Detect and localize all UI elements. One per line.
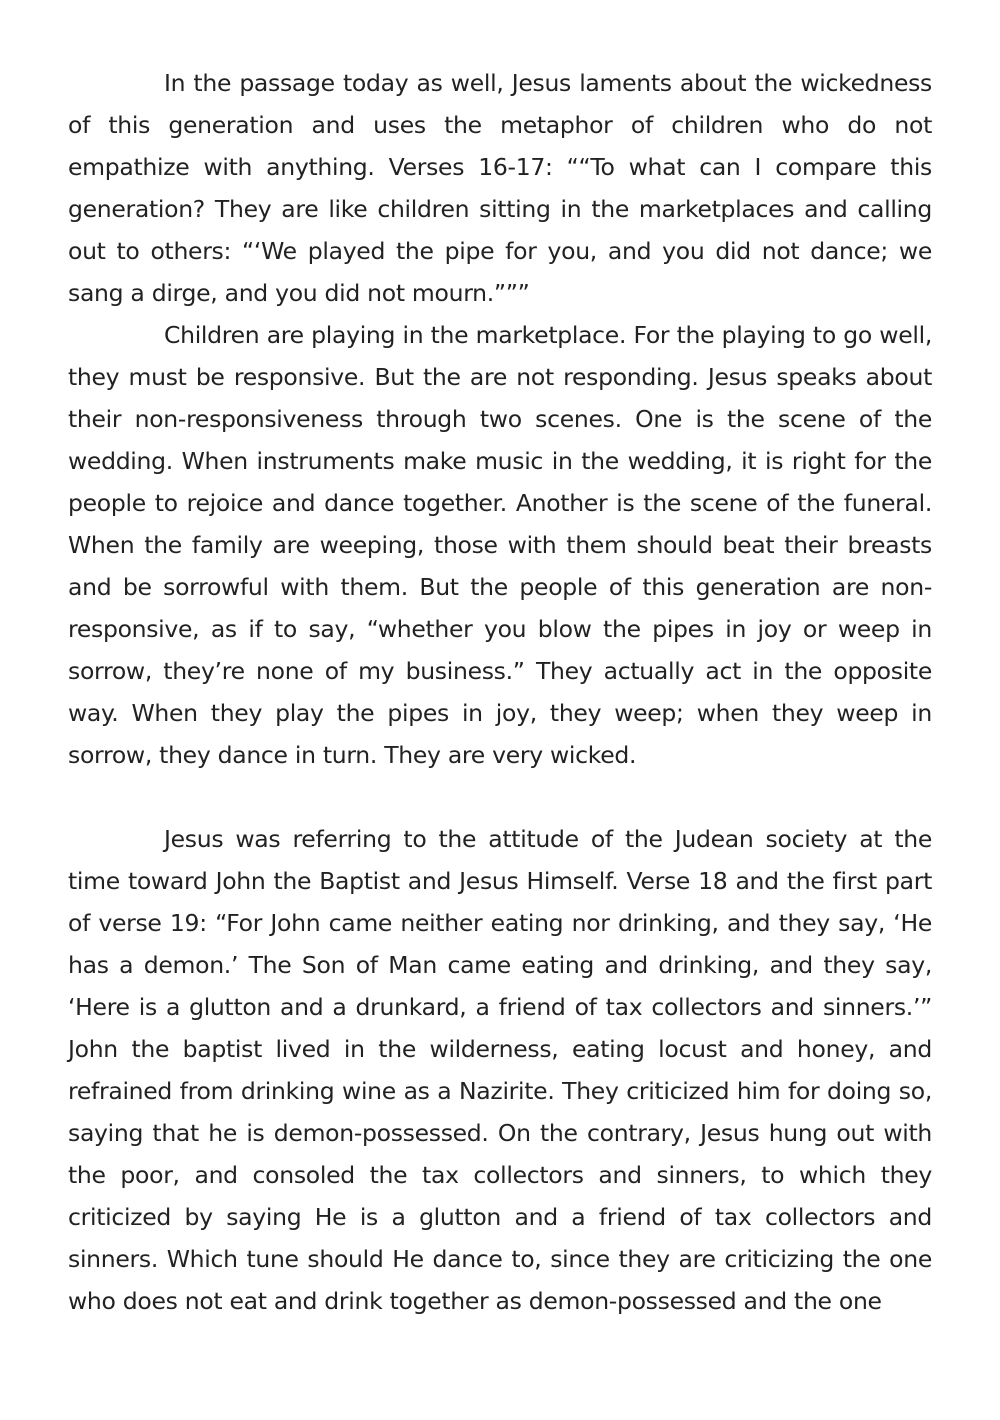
document-page (68, 62, 932, 1322)
paragraph-spacer (68, 776, 932, 818)
paragraph-2: Children are playing in the marketplace. For the playing to go well, they must be responsive. But the are not responding. Jesus speaks about their non-responsiveness through two scenes. One is the scene of the wedding. When instruments make music in the wedding, it is right for the people to rejoice and dance together. Another is the scene of the funeral. When the family are weeping, those with them should beat their breasts and be sorrowful with them. But the people of this generation are non-responsive, as if to say, “whether you blow the pipes in joy or weep in sorrow, they’re none of my business.” They actually act in the opposite way. When they play the pipes in joy, they weep; when they weep in sorrow, they dance in turn. They are very wicked. (68, 321, 932, 769)
paragraph-1: In the passage today as well, Jesus laments about the wickedness of this generation and uses the metaphor of children who do not empathize with anything. Verses 16-17: ““To what can I compare this generation? They are like children sitting in the marketplaces and calling out to others: “‘We played the pipe for you, and you did not dance; we sang a dirge, and you did not mourn.””” (68, 69, 932, 307)
paragraph-3: Jesus was referring to the attitude of the Judean society at the time toward John the Baptist and Jesus Himself. Verse 18 and the first part of verse 19: “For John came neither eating nor drinking, and they say, ‘He has a demon.’ The Son of Man came eating and drinking, and they say, ‘Here is a glutton and a drunkard, a friend of tax collectors and sinners.’” John the baptist lived in the wilderness, eating locust and honey, and refrained from drinking wine as a Nazirite. They criticized him for doing so, saying that he is demon-possessed. On the contrary, Jesus hung out with the poor, and consoled the tax collectors and sinners, to which they criticized by saying He is a glutton and a friend of tax collectors and sinners. Which tune should He dance to, since they are criticizing the one who does not eat and drink together as demon-possessed and the one (68, 825, 932, 1315)
